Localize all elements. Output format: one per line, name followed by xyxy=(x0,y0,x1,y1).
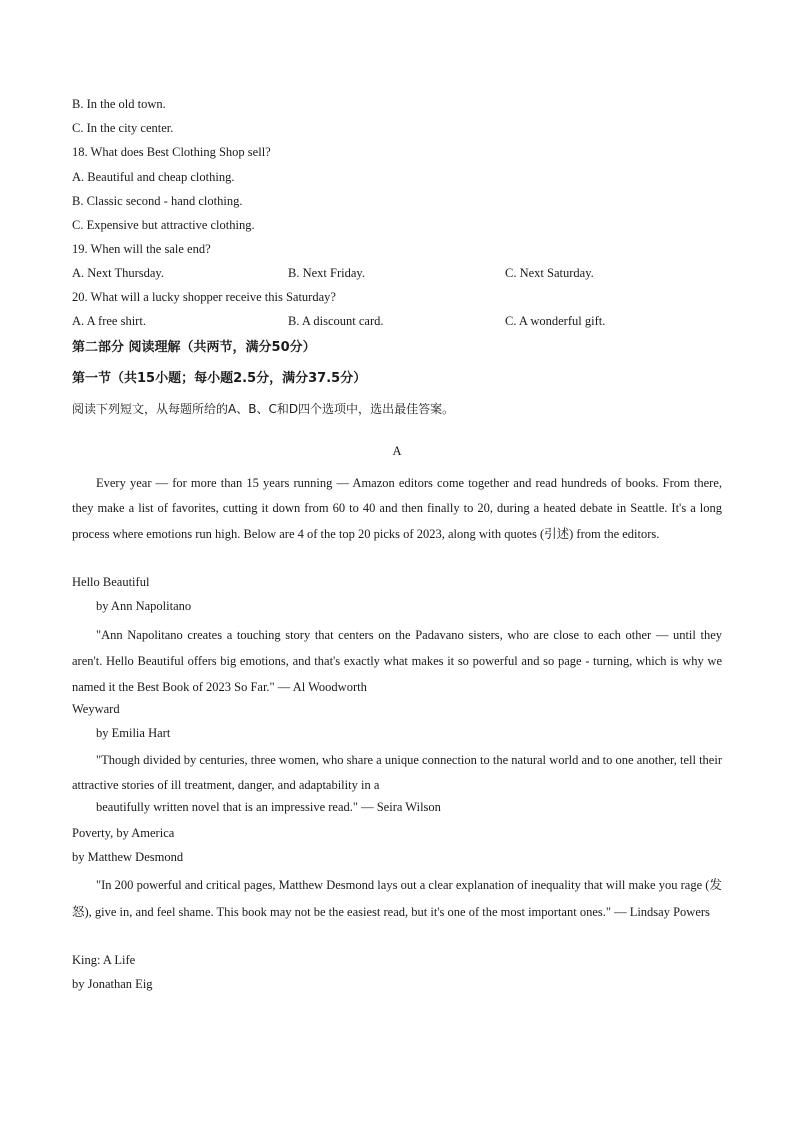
book-3-title: Poverty, by America xyxy=(72,826,175,840)
q19-option-a: A. Next Thursday. xyxy=(72,266,164,280)
question-19: 19. When will the sale end? xyxy=(72,242,211,256)
book-1-title: Hello Beautiful xyxy=(72,575,150,589)
book-1-quote: "Ann Napolitano creates a touching story that centers on the Padavano sisters, who are close to each other — until they aren't. Hello Beautiful offers big emotions, and that's exactly what makes it so powerful and so page - turning, which is why we named it the Best Book of 2023 So Far." — Al Woodworth xyxy=(72,628,722,694)
q19-option-c: C. Next Saturday. xyxy=(505,266,594,280)
section-heading: 第一节（共15小题；每小题2.5分，满分37.5分） xyxy=(72,371,367,386)
q20-option-b: B. A discount card. xyxy=(288,314,384,328)
q18-option-c: C. Expensive but attractive clothing. xyxy=(72,218,255,232)
q20-option-c: C. A wonderful gift. xyxy=(505,314,606,328)
book-2-quote-part2: beautifully written novel that is an impressive read." — Seira Wilson xyxy=(96,800,441,814)
question-18: 18. What does Best Clothing Shop sell? xyxy=(72,145,271,159)
book-3-author: by Matthew Desmond xyxy=(72,850,184,864)
passage-intro: Every year — for more than 15 years running — Amazon editors come together and read hundreds of books. From there, they make a list of favorites, cutting it down from 60 to 40 and then finally to 20, during a heated debate in Seattle. It's a long process where emotions run high. Below are 4 of the top 20 picks of 2023, along with quotes (引述) from the editors. xyxy=(72,476,722,541)
book-4-author: by Jonathan Eig xyxy=(72,977,153,991)
instructions: 阅读下列短文，从每题所给的A、B、C和D四个选项中，选出最佳答案。 xyxy=(72,402,455,416)
line-q17-c: C. In the city center. xyxy=(72,121,174,135)
line-q17-b: B. In the old town. xyxy=(72,97,166,111)
q18-option-a: A. Beautiful and cheap clothing. xyxy=(72,170,235,184)
q19-option-b: B. Next Friday. xyxy=(288,266,365,280)
book-2-author: by Emilia Hart xyxy=(96,726,171,740)
question-20: 20. What will a lucky shopper receive this Saturday? xyxy=(72,290,336,304)
q18-option-b: B. Classic second - hand clothing. xyxy=(72,194,243,208)
book-3-quote: "In 200 powerful and critical pages, Matthew Desmond lays out a clear explanation of inequality that will make you rage (发怒), give in, and feel shame. This book may not be the easiest read, but it's one of the most important ones." — Lindsay Powers xyxy=(72,878,722,919)
book-2-title: Weyward xyxy=(72,702,120,716)
q20-option-a: A. A free shirt. xyxy=(72,314,146,328)
part-heading: 第二部分 阅读理解（共两节，满分50分） xyxy=(72,340,316,355)
book-2-quote-part1: "Though divided by centuries, three women, who share a unique connection to the natural world and to one another, tell their attractive stories of ill treatment, danger, and adaptability in a xyxy=(72,753,722,792)
book-1-author: by Ann Napolitano xyxy=(96,599,192,613)
book-4-title: King: A Life xyxy=(72,953,136,967)
passage-label: A xyxy=(392,444,402,458)
